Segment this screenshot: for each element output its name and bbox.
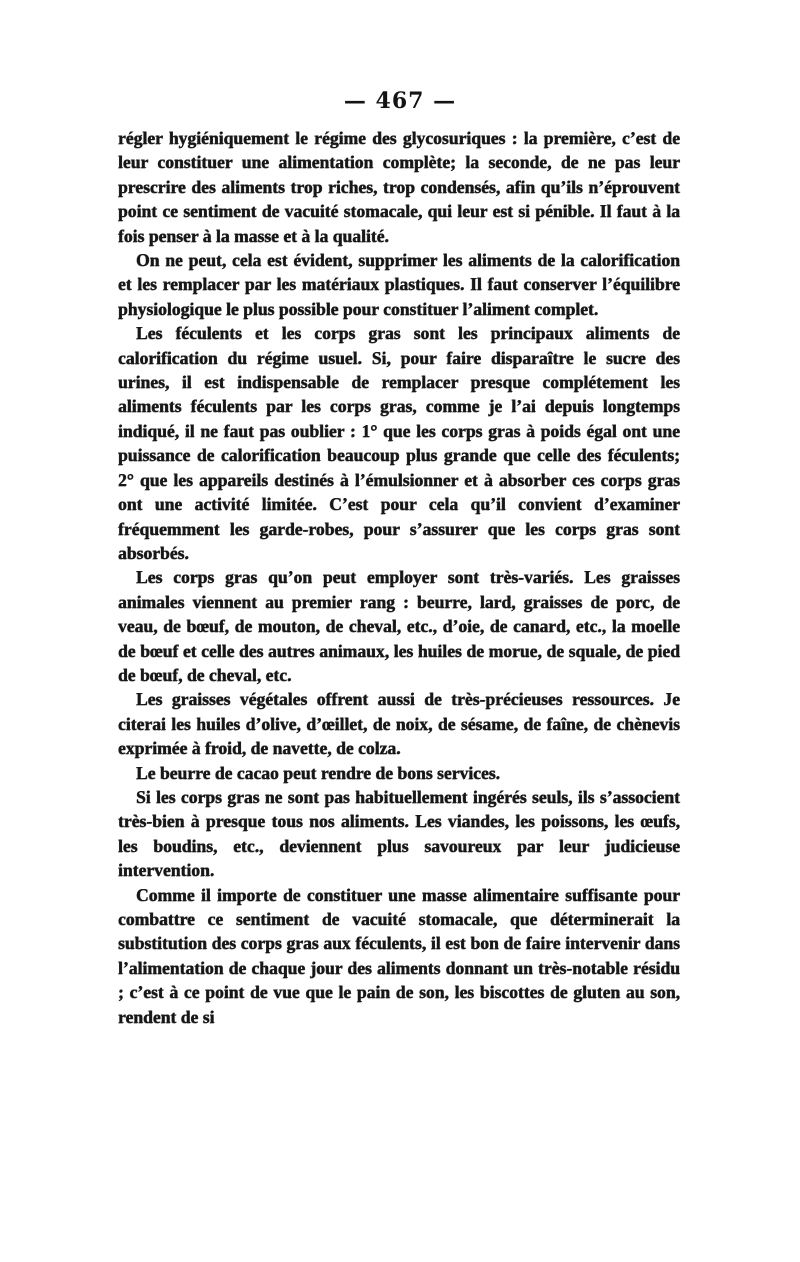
paragraph: Le beurre de cacao peut rendre de bons services.	[136, 762, 501, 783]
paragraph: régler hygiéniquement le régime des glycosuriques : la première, c’est de leur constituer une alimentation complète; la seconde, de ne pas leur prescrire des aliments trop riches, trop condensés, afin qu’ils n’éprouvent point ce sentiment de vacuité stomacale, qui leur est si pénible. Il faut à la fois penser à la masse et à la qualité.	[118, 128, 680, 246]
paragraph: Les graisses végétales offrent aussi de très-précieuses ressources. Je citerai les huiles d’olive, d’œillet, de noix, de sésame, de faîne, de chènevis exprimée à froid, de navette, de colza.	[118, 689, 680, 759]
paragraph: On ne peut, cela est évident, supprimer les aliments de la calorification et les remplacer par les matériaux plastiques. Il faut conserver l’équilibre physiologique le plus possible pour constituer l’aliment complet.	[118, 250, 680, 319]
paragraph: Les féculents et les corps gras sont les principaux aliments de calorification du régime usuel. Si, pour faire disparaître le sucre des urines, il est indispensable de remplacer presque complétement les aliments féculents par les corps gras, comme je l’ai depuis longtemps indiqué, il ne faut pas oublier : 1° que les corps gras à poids égal ont une puissance de calorification beaucoup plus grande que celle des féculents; 2° que les appareils destinés à l’émulsionner et à absorber ces corps gras ont une activité limitée. C’est pour cela qu’il convient d’examiner fréquemment les garde-robes, pour s’assurer que les corps gras sont absorbés.	[118, 323, 680, 563]
page-number: — 467 —	[343, 88, 457, 114]
body-text	[118, 126, 680, 1029]
paragraph: Les corps gras qu’on peut employer sont très-variés. Les graisses animales viennent au premier rang : beurre, lard, graisses de porc, de veau, de bœuf, de mouton, de cheval, etc., d’oie, de canard, etc., la moelle de bœuf et celle des autres animaux, les huiles de morue, de squale, de pied de bœuf, de cheval, etc.	[118, 567, 680, 685]
paragraph: Si les corps gras ne sont pas habituellement ingérés seuls, ils s’associent très-bien à presque tous nos aliments. Les viandes, les poissons, les œufs, les boudins, etc., deviennent plus savoureux par leur judicieuse intervention.	[118, 786, 680, 881]
paragraph: Comme il importe de constituer une masse alimentaire suffisante pour combattre ce sentiment de vacuité stomacale, que déterminerait la substitution des corps gras aux féculents, il est bon de faire intervenir dans l’alimentation de chaque jour des aliments donnant un très-notable résidu ; c’est à ce point de vue que le pain de son, les biscottes de gluten au son, rendent de si	[118, 884, 680, 1027]
